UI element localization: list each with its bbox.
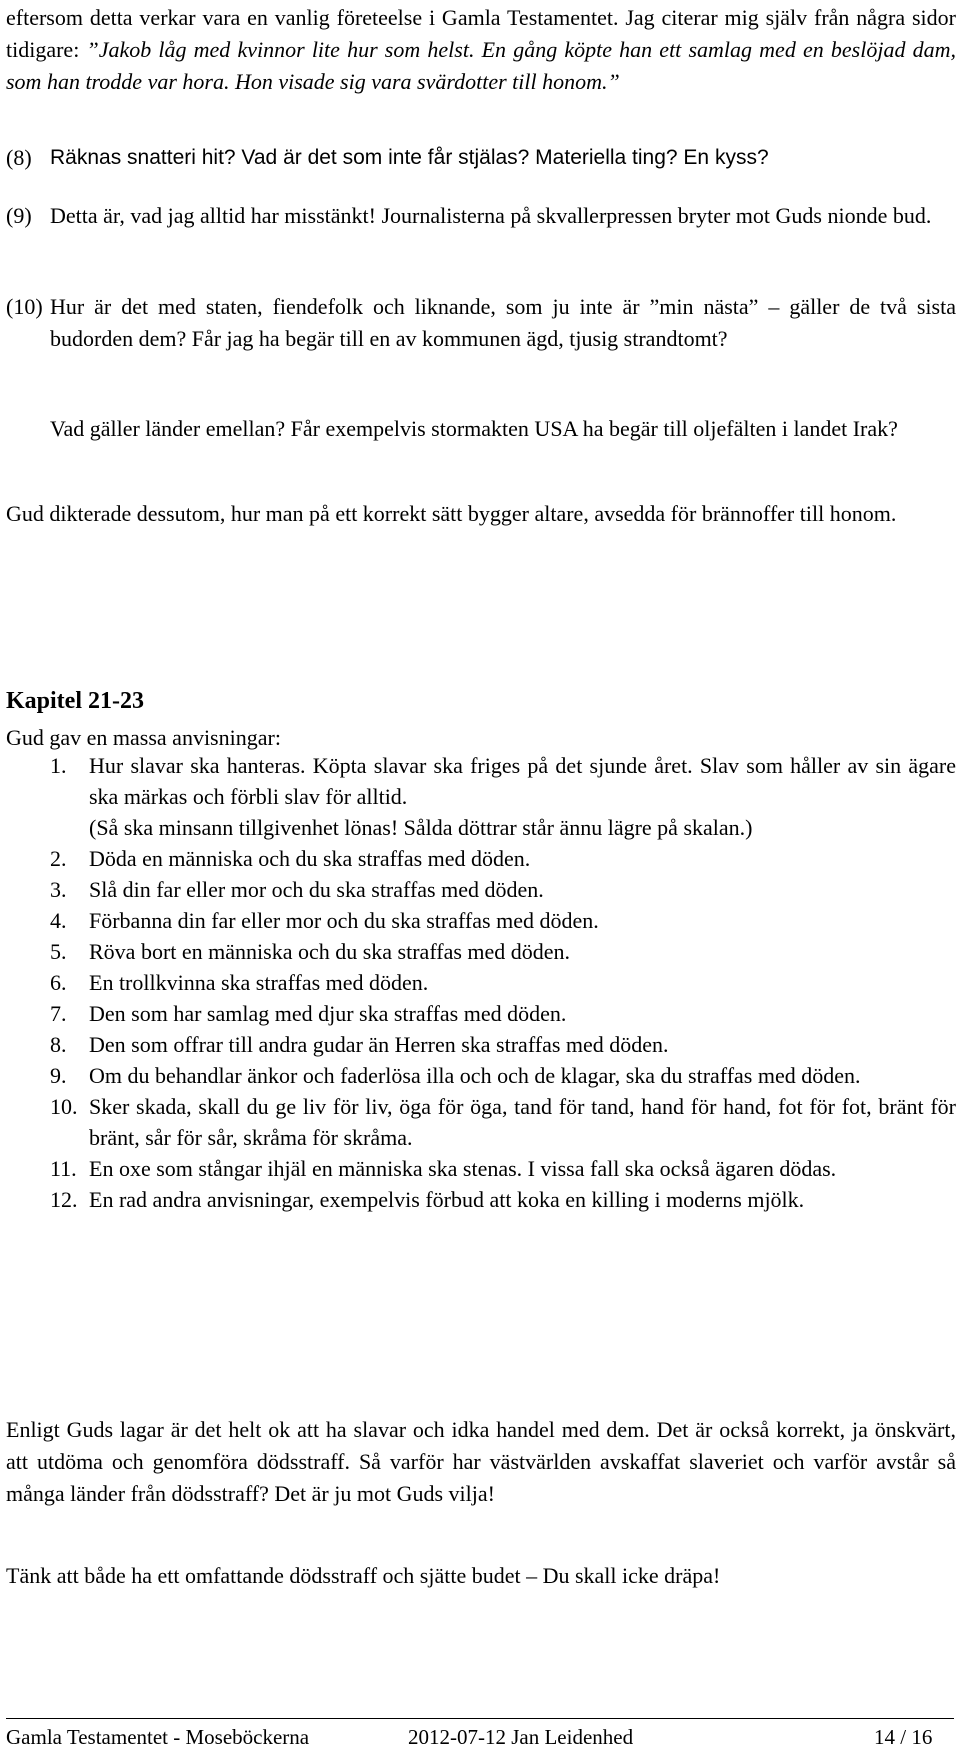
list-item — [6, 1091, 956, 1153]
list-item-number: 10. — [50, 1094, 78, 1119]
list-item-number: 5. — [50, 939, 67, 964]
tank-text: Tänk att både ha ett omfattande dödsstraff och sjätte budet – Du skall icke dräpa! — [6, 1563, 721, 1588]
list-item-number: 11. — [50, 1156, 77, 1181]
question-10-followup — [6, 413, 956, 445]
list-item — [6, 905, 956, 936]
list-item — [6, 1060, 956, 1091]
list-item-text: Sker skada, skall du ge liv för liv, öga för öga, tand för tand, hand för hand, fot för fot, bränt för bränt, sår för sår, skråma för skråma. — [89, 1094, 956, 1150]
list-item — [6, 1184, 956, 1215]
list-item — [6, 1029, 956, 1060]
footer-center: 2012-07-12 Jan Leidenhed — [408, 1725, 634, 1749]
question-10 — [6, 291, 956, 355]
list-item-text: En oxe som stångar ihjäl en människa ska stenas. I vissa fall ska också ägaren dödas. — [89, 1156, 837, 1181]
list-item-text: Förbanna din far eller mor och du ska straffas med döden. — [89, 908, 599, 933]
list-item-number: 9. — [50, 1063, 67, 1088]
question-8 — [6, 142, 956, 174]
altare-paragraph — [6, 498, 956, 530]
tank-paragraph — [6, 1560, 956, 1592]
question-10-followup-text: Vad gäller länder emellan? Får exempelvis stormakten USA ha begär till oljefälten i landet Irak? — [50, 416, 898, 441]
list-item — [6, 936, 956, 967]
list-item-number: 12. — [50, 1187, 78, 1212]
list-item-text: Röva bort en människa och du ska straffas med döden. — [89, 939, 571, 964]
intro-quote: ”Jakob låg med kvinnor lite hur som helst. En gång köpte han ett samlag med en beslöjad dam, som han trodde var hora. Hon visade sig vara svärdotter till honom.” — [6, 37, 956, 94]
question-10-text: Hur är det med staten, fiendefolk och liknande, som ju inte är ”min nästa” – gäller de två sista budorden dem? Får jag ha begär till en av kommunen ägd, tjusig strandtomt? — [50, 294, 956, 351]
list-item-note: (Så ska minsann tillgivenhet lönas! Sålda döttrar står ännu lägre på skalan.) — [89, 815, 753, 840]
list-item-text: Slå din far eller mor och du ska straffas med döden. — [89, 877, 544, 902]
list-item-text: Hur slavar ska hanteras. Köpta slavar ska friges på det sjunde året. Slav som håller av sin ägare ska märkas och förbli slav för alltid. — [89, 753, 956, 809]
rules-list — [6, 750, 956, 1215]
question-10-number: (10) — [6, 294, 43, 319]
list-item-text: En rad andra anvisningar, exempelvis förbud att koka en killing i moderns mjölk. — [89, 1187, 805, 1212]
list-item — [6, 843, 956, 874]
list-item-number: 3. — [50, 877, 67, 902]
altare-text: Gud dikterade dessutom, hur man på ett korrekt sätt bygger altare, avsedda för brännoffer till honom. — [6, 501, 897, 526]
intro-text: eftersom detta verkar vara en vanlig företeelse i Gamla Testamentet. Jag citerar mig själv från några sidor tidigare: — [6, 5, 956, 62]
question-9 — [6, 200, 956, 232]
question-8-number: (8) — [6, 145, 32, 170]
question-8-text: Räknas snatteri hit? Vad är det som inte får stjälas? Materiella ting? En kyss? — [50, 146, 769, 169]
footer-left: Gamla Testamentet - Moseböckerna — [6, 1725, 310, 1749]
footer-divider — [6, 1718, 954, 1719]
list-item — [6, 750, 956, 843]
list-item-text: Den som har samlag med djur ska straffas med döden. — [89, 1001, 567, 1026]
list-item-text: Om du behandlar änkor och faderlösa illa och och de klagar, ska du straffas med döden. — [89, 1063, 861, 1088]
footer-page-number: 14 / 16 — [874, 1725, 933, 1749]
list-intro-text: Gud gav en massa anvisningar: — [6, 725, 281, 750]
list-item-number: 8. — [50, 1032, 67, 1057]
list-item — [6, 874, 956, 905]
list-item-text: En trollkvinna ska straffas med döden. — [89, 970, 429, 995]
list-item-number: 1. — [50, 753, 67, 778]
list-item — [6, 967, 956, 998]
list-item-text: Döda en människa och du ska straffas med döden. — [89, 846, 531, 871]
slavar-paragraph — [6, 1414, 956, 1510]
question-9-number: (9) — [6, 203, 32, 228]
question-9-text: Detta är, vad jag alltid har misstänkt! Journalisterna på skvallerpressen bryter mot Guds nionde bud. — [50, 203, 932, 228]
list-item-number: 7. — [50, 1001, 67, 1026]
list-item-number: 4. — [50, 908, 67, 933]
intro-paragraph — [6, 2, 956, 98]
list-item — [6, 998, 956, 1029]
list-item-text: Den som offrar till andra gudar än Herren ska straffas med döden. — [89, 1032, 669, 1057]
slavar-text: Enligt Guds lagar är det helt ok att ha slavar och idka handel med dem. Det är också korrekt, ja önskvärt, att utdöma och genomföra dödsstraff. Så varför har västvärlden avskaffat slaveriet och varför avstår så många länder från dödsstraff? Det är ju mot Guds vilja! — [6, 1417, 956, 1506]
chapter-heading: Kapitel 21-23 — [6, 688, 144, 714]
list-item-number: 6. — [50, 970, 67, 995]
list-item-number: 2. — [50, 846, 67, 871]
list-item — [6, 1153, 956, 1184]
